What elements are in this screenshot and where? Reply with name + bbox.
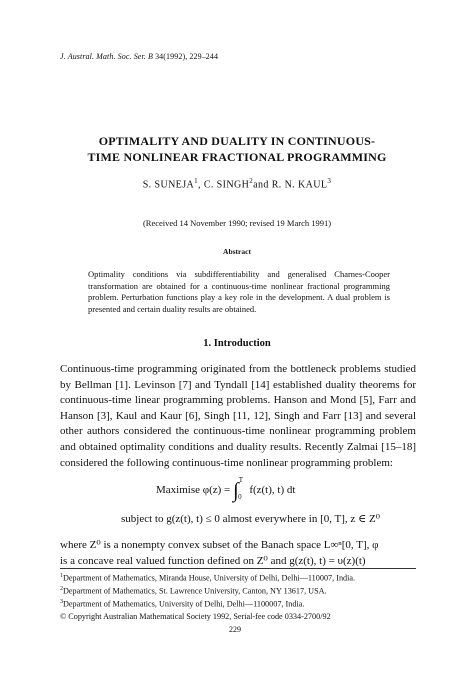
author-3-mark: 3 (327, 177, 332, 185)
constraint-equation: subject to g(z(t), t) ≤ 0 almost everywhere in [0, T], z ∈ Z⁰ (121, 513, 381, 525)
footnote-mark: 2 (60, 586, 63, 593)
integrand: f(z(t), t) dt (246, 484, 296, 496)
abstract-heading: Abstract (223, 247, 251, 256)
integral-sign: ∫ (233, 478, 239, 502)
integral-upper-limit: T (238, 476, 244, 484)
author-1-mark: 1 (194, 177, 199, 185)
equation-lead: Maximise (156, 484, 203, 496)
received-dates: (Received 14 November 1990; revised 19 March 1991) (142, 218, 332, 228)
journal-volume: 34(1992), 229–244 (155, 52, 219, 61)
footnote-mark: 1 (60, 573, 63, 579)
page-number: 229 (229, 625, 241, 634)
section-heading: 1. Introduction (203, 338, 271, 349)
continuation-line-2: is a concave real valued function defined on Z⁰ and g(z(t), t) = υ(z)(t) (60, 554, 366, 567)
footnotes (60, 571, 440, 622)
author-2-mark: 2 (249, 177, 254, 185)
integral-lower-limit: 0 (238, 493, 242, 501)
intro-paragraph: Continuous-time programming originated from the bottleneck problems studied by Bellman [1]. Levinson [7] and Tyndall [14] established duality theorems for continuous-time linear programming problems. Hanson and Mond [5], Farr and Hanson [3], Kaul and Kaur [6], Singh [11, 12], Singh and Farr [13] and several other authors considered the continuous-time nonlinear programming problem and obtained optimality conditions and duality results. Recently Zalmai [15–18] considered the following continuous-time nonlinear programming problem: (60, 363, 416, 469)
footnote-1 (60, 571, 440, 584)
journal-citation (60, 52, 218, 61)
objective-equation (156, 478, 295, 503)
title-line-2: TIME NONLINEAR FRACTIONAL PROGRAMMING (87, 150, 387, 164)
footnote-text: Department of Mathematics, University of Delhi, Delhi—1100007, India. (63, 600, 305, 610)
footnote-text: Department of Mathematics, Miranda House, University of Delhi, Delhi—110007, India. (63, 573, 356, 583)
title-line-1: OPTIMALITY AND DUALITY IN CONTINUOUS- (98, 134, 376, 148)
continuation-paragraph (60, 538, 416, 569)
author-list (30, 177, 444, 190)
copyright-line: © Copyright Australian Mathematical Society 1992, Serial-fee code 0334-2700/92 (60, 611, 331, 621)
paper-title (30, 133, 444, 165)
footnote-divider (60, 568, 416, 569)
footnote-2 (60, 584, 440, 597)
footnote-mark: 3 (60, 599, 63, 606)
abstract-text: Optimality conditions via subdifferentiability and generalised Charnes-Cooper transformation are obtained for a continuous-time nonlinear fractional programming problem. Perturbation functions play a key role in the development. A dual problem is presented and certain duality results are obtained. (88, 269, 390, 314)
author-3: and R. N. KAUL (253, 179, 328, 191)
author-2: , C. SINGH (198, 179, 250, 191)
footnote-3 (60, 597, 440, 610)
continuation-line-1: where Z⁰ is a nonempty convex subset of the Banach space L∞ⁿ[0, T], φ (60, 539, 379, 551)
author-1: S. SUNEJA (142, 179, 195, 191)
journal-name: J. Austral. Math. Soc. Ser. B (60, 52, 153, 61)
equation-lhs: φ(z) = (202, 484, 234, 496)
footnote-text: Department of Mathematics, St. Lawrence University, Canton, NY 13617, USA. (63, 586, 327, 596)
